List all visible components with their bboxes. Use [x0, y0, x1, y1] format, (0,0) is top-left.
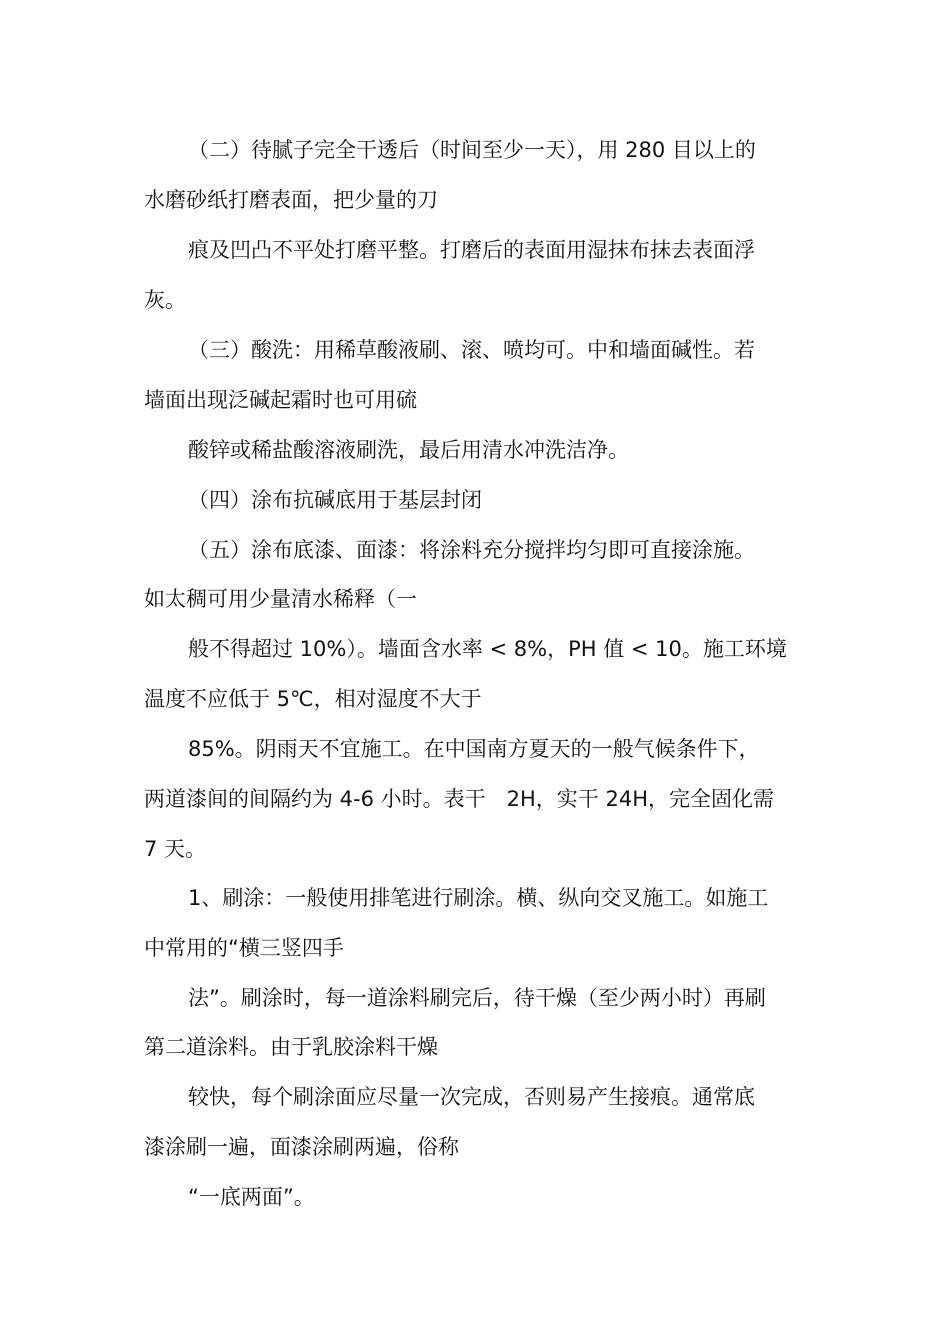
text-line: 水磨砂纸打磨表面，把少量的刀: [144, 188, 438, 212]
text-line: 温度不应低于 5℃，相对湿度不大于: [144, 687, 482, 711]
text-line: （三）酸洗：用稀草酸液刷、滚、喷均可。中和墙面碱性。若: [188, 338, 755, 362]
text-line: “一底两面”。: [188, 1185, 315, 1209]
text-line: （四）涂布抗碱底用于基层封闭: [188, 488, 482, 512]
text-line: 7 天。: [144, 837, 207, 861]
text-line: 酸锌或稀盐酸溶液刷洗，最后用清水冲洗洁净。: [188, 438, 629, 462]
text-line: 如太稠可用少量清水稀释（一: [144, 587, 417, 611]
text-line: 85%。阴雨天不宜施工。在中国南方夏天的一般气候条件下，: [188, 737, 760, 761]
text-line: 般不得超过 10%）。墙面含水率 < 8%，PH 值 < 10。施工环境: [188, 637, 787, 661]
text-line: 中常用的“横三竖四手: [144, 936, 344, 960]
text-line: 痕及凹凸不平处打磨平整。打磨后的表面用湿抹布抹去表面浮: [188, 238, 755, 262]
text-line: （五）涂布底漆、面漆：将涂料充分搅拌均匀即可直接涂施。: [188, 538, 755, 562]
text-line: 墙面出现泛碱起霜时也可用硫: [144, 388, 417, 412]
text-line: （二）待腻子完全干透后（时间至少一天），用 280 目以上的: [188, 138, 756, 162]
text-line: 1、刷涂：一般使用排笔进行刷涂。横、纵向交叉施工。如施工: [188, 886, 769, 910]
text-line: 较快，每个刷涂面应尽量一次完成，否则易产生接痕。通常底: [188, 1085, 755, 1109]
text-line: 漆涂刷一遍，面漆涂刷两遍，俗称: [144, 1135, 459, 1159]
text-line: 法”。刷涂时，每一道涂料刷完后，待干燥（至少两小时）再刷: [188, 986, 766, 1010]
text-line: 第二道涂料。由于乳胶涂料干燥: [144, 1035, 438, 1059]
text-line: 灰。: [144, 288, 186, 312]
text-line: 两道漆间的间隔约为 4-6 小时。表干 2H，实干 24H，完全固化需: [144, 787, 774, 811]
